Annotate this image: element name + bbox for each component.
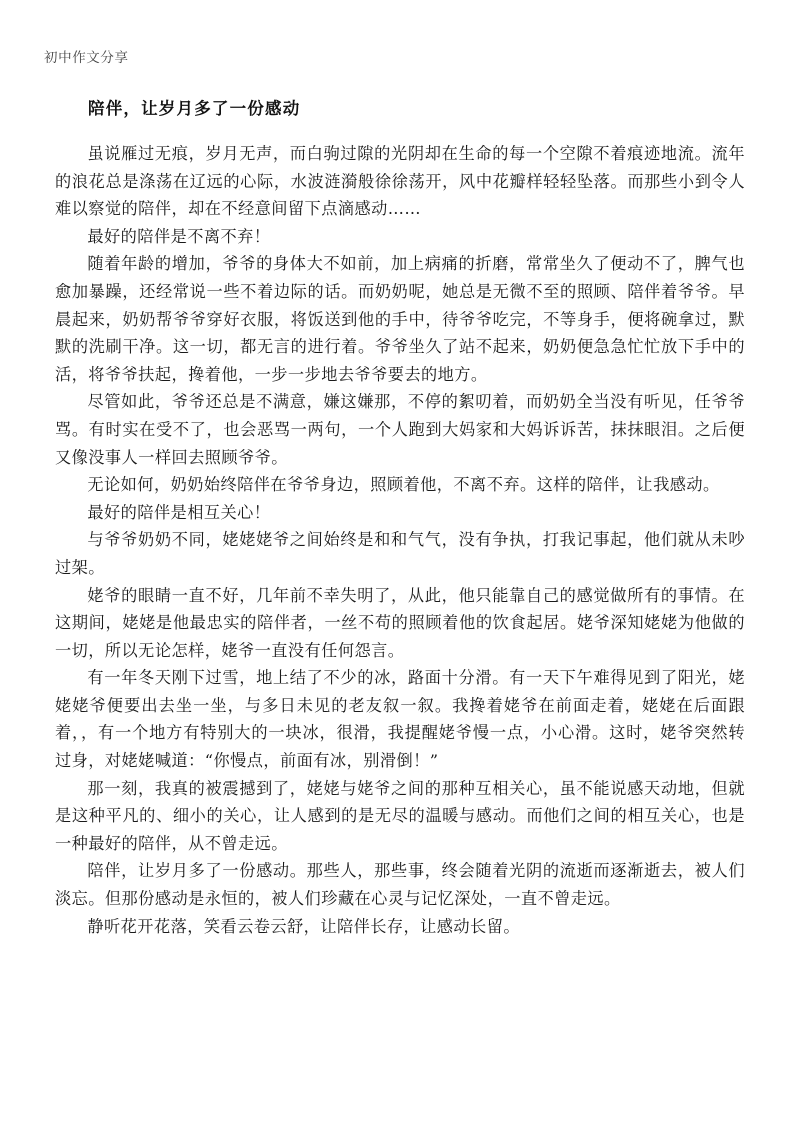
paragraph: 有一年冬天刚下过雪，地上结了不少的冰，路面十分滑。有一天下午难得见到了阳光，姥姥姥爷便要出去坐一坐，与多日未见的老友叙一叙。我搀着姥爷在前面走着，姥姥在后面跟着，，有一个地方有特别大的一块冰，很滑，我提醒姥爷慢一点，小心滑。这时，姥爷突然转过身，对姥姥喊道：“你慢点，前面有冰，别滑倒！” (55, 668, 745, 771)
essay-title: 陪伴，让岁月多了一份感动 (88, 99, 301, 118)
paragraph: 虽说雁过无痕，岁月无声，而白驹过隙的光阴却在生命的每一个空隙不着痕迹地流。流年的浪花总是涤荡在辽远的心际，水波涟漪般徐徐荡开，风中花瓣样轻轻坠落。而那些小到令人难以察觉的陪伴，却在不经意间留下点滴感动…… (55, 144, 745, 219)
paragraph: 与爷爷奶奶不同，姥姥姥爷之间始终是和和气气，没有争执，打我记事起，他们就从未吵过架。 (55, 530, 745, 577)
paragraph: 尽管如此，爷爷还总是不满意，嫌这嫌那，不停的絮叨着，而奶奶全当没有听见，任爷爷骂。有时实在受不了，也会恶骂一两句，一个人跑到大妈家和大妈诉诉苦，抹抹眼泪。之后便又像没事人一样回去照顾爷爷。 (55, 392, 745, 467)
paragraph: 最好的陪伴是相互关心！ (87, 502, 271, 522)
paragraph: 那一刻，我真的被震撼到了，姥姥与姥爷之间的那种互相关心，虽不能说感天动地，但就是这种平凡的、细小的关心，让人感到的是无尽的温暖与感动。而他们之间的相互关心，也是一种最好的陪伴，从不曾走远。 (55, 778, 745, 853)
paragraph: 姥爷的眼睛一直不好，几年前不幸失明了，从此，他只能靠自己的感觉做所有的事情。在这期间，姥姥是他最忠实的陪伴者，一丝不苟的照顾着他的饮食起居。姥爷深知姥姥为他做的一切，所以无论怎样，姥爷一直没有任何怨言。 (55, 585, 745, 660)
paragraph: 陪伴，让岁月多了一份感动。那些人，那些事，终会随着光阴的流逝而逐渐逝去，被人们淡忘。但那份感动是永恒的，被人们珍藏在心灵与记忆深处，一直不曾走远。 (55, 861, 745, 909)
paragraph: 无论如何，奶奶始终陪伴在爷爷身边，照顾着他，不离不弃。这样的陪伴，让我感动。 (87, 475, 720, 495)
paragraph: 静听花开花落，笑看云卷云舒，让陪伴长存，让感动长留。 (87, 916, 520, 936)
paragraph: 最好的陪伴是不离不弃！ (87, 226, 271, 246)
document-body (55, 92, 745, 940)
paragraph: 随着年龄的增加，爷爷的身体大不如前，加上病痛的折磨，常常坐久了便动不了，脾气也愈加暴躁，还经常说一些不着边际的话。而奶奶呢，她总是无微不至的照顾、陪伴着爷爷。早晨起来，奶奶帮爷爷穿好衣服，将饭送到他的手中，待爷爷吃完，不等身手，便将碗拿过，默默的洗刷干净。这一切，都无言的进行着。爷爷坐久了站不起来，奶奶便急急忙忙放下手中的活，将爷爷扶起，搀着他，一步一步地去爷爷要去的地方。 (55, 254, 745, 384)
running-header: 初中作文分享 (44, 50, 129, 66)
